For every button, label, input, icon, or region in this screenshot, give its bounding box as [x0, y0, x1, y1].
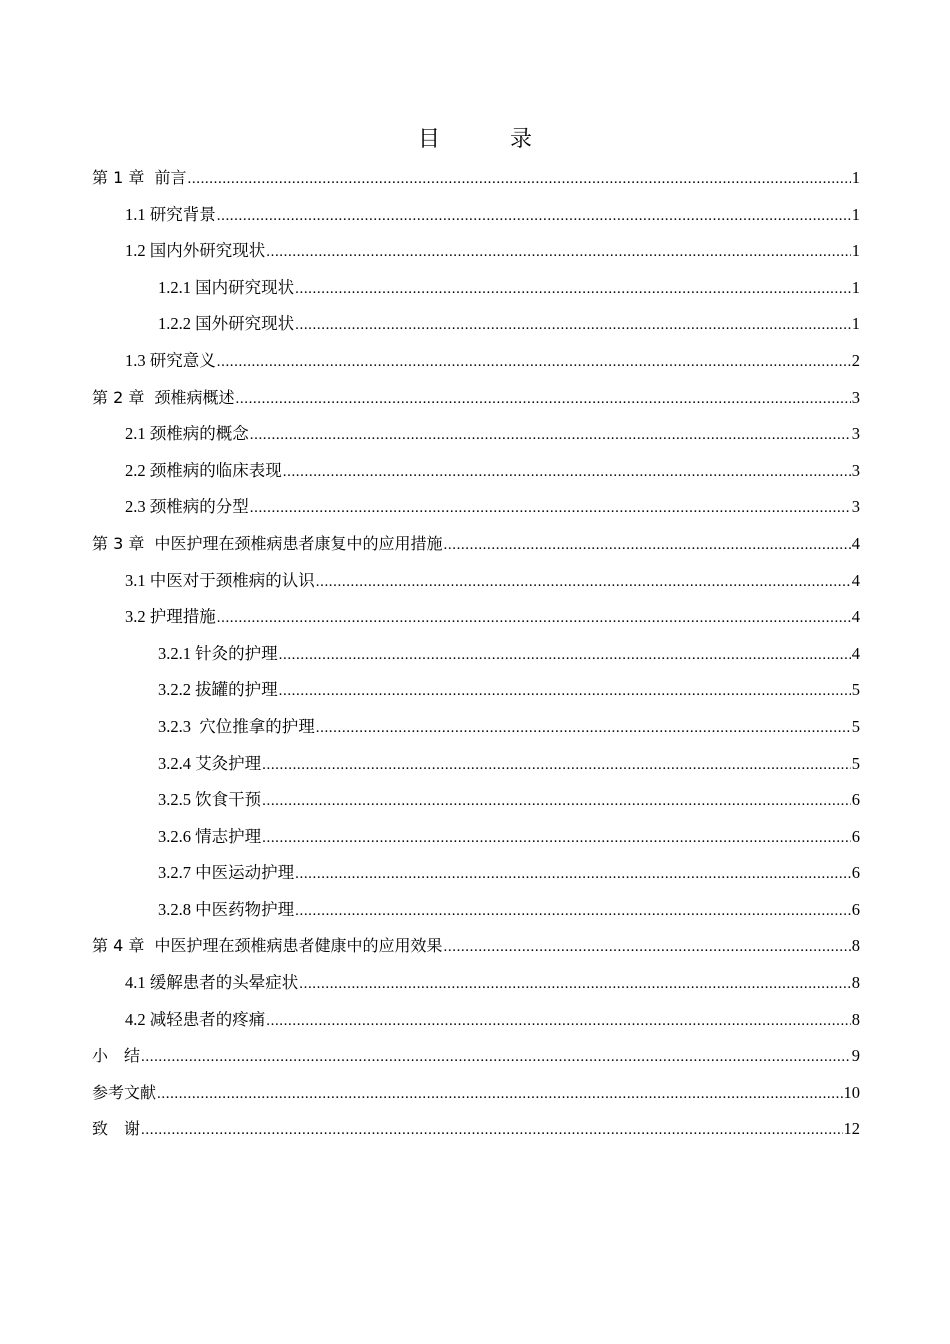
toc-entry-chapter-4[interactable] [92, 928, 860, 965]
toc-entry-2-3[interactable] [92, 489, 860, 526]
toc-page-number: 4 [851, 533, 860, 553]
toc-entry-1-2-2[interactable] [92, 306, 860, 343]
toc-entry-label: 2.3 颈椎病的分型 [125, 497, 249, 517]
toc-leader-dots [188, 161, 851, 198]
toc-leader-dots [295, 856, 851, 893]
toc-leader-dots [236, 381, 851, 418]
toc-entry-label: 第 2 章 颈椎病概述 [92, 387, 235, 407]
toc-page-number: 3 [851, 497, 860, 517]
toc-entry-3-2-5[interactable] [92, 782, 860, 819]
page-title: 目 录 [417, 127, 556, 152]
toc-page-number: 4 [851, 570, 860, 590]
toc-entry-1-3[interactable] [92, 343, 860, 380]
toc-page-number: 8 [851, 936, 860, 956]
toc-entry-chapter-3[interactable] [92, 526, 860, 563]
toc-entry-label: 1.1 研究背景 [125, 204, 216, 224]
toc-entry-label: 参考文献 [92, 1082, 157, 1102]
toc-entry-label: 3.2.6 情志护理 [158, 826, 262, 846]
toc-entry-3-2-4[interactable] [92, 746, 860, 783]
toc-entry-chapter-2[interactable] [92, 380, 860, 417]
toc-page-number: 1 [851, 314, 860, 334]
toc-leader-dots [217, 344, 851, 381]
toc-page-number: 6 [851, 826, 860, 846]
toc-entry-references[interactable] [92, 1075, 860, 1112]
toc-leader-dots [217, 198, 851, 235]
toc-entry-label: 3.2.8 中医药物护理 [158, 899, 295, 919]
toc-entry-summary[interactable] [92, 1038, 860, 1075]
toc-entry-label: 第 3 章 中医护理在颈椎病患者康复中的应用措施 [92, 533, 443, 553]
toc-entry-label: 2.1 颈椎病的概念 [125, 424, 249, 444]
toc-entry-3-2-3[interactable] [92, 709, 860, 746]
table-of-contents [92, 160, 860, 1148]
toc-entry-label: 3.2.3 穴位推拿的护理 [158, 716, 315, 736]
toc-leader-dots [295, 307, 851, 344]
toc-leader-dots [141, 1112, 842, 1149]
toc-leader-dots [157, 1076, 842, 1113]
toc-leader-dots [279, 673, 851, 710]
toc-page-number: 5 [851, 716, 860, 736]
toc-entry-label: 3.1 中医对于颈椎病的认识 [125, 570, 315, 590]
toc-entry-3-1[interactable] [92, 563, 860, 600]
toc-page-number: 4 [851, 643, 860, 663]
toc-entry-3-2-2[interactable] [92, 672, 860, 709]
toc-entry-label: 3.2.2 拔罐的护理 [158, 680, 278, 700]
toc-page-number: 4 [851, 607, 860, 627]
toc-entry-4-1[interactable] [92, 965, 860, 1002]
toc-leader-dots [262, 820, 851, 857]
toc-page-number: 5 [851, 753, 860, 773]
toc-entry-label: 1.2.1 国内研究现状 [158, 277, 295, 297]
toc-page-number: 10 [843, 1082, 860, 1102]
toc-entry-4-2[interactable] [92, 1002, 860, 1039]
toc-page-number: 1 [851, 168, 860, 187]
toc-page-number: 6 [851, 790, 860, 810]
toc-page-number: 9 [851, 1046, 860, 1066]
toc-entry-2-2[interactable] [92, 453, 860, 490]
toc-entry-label: 3.2.7 中医运动护理 [158, 863, 295, 883]
toc-entry-label: 3.2 护理措施 [125, 607, 216, 627]
toc-entry-label: 2.2 颈椎病的临床表现 [125, 460, 282, 480]
toc-leader-dots [444, 527, 851, 564]
toc-entry-label: 小 结 [92, 1046, 141, 1066]
toc-page-number: 12 [843, 1119, 860, 1139]
toc-entry-label: 3.2.5 饮食干预 [158, 790, 262, 810]
toc-entry-label: 4.2 减轻患者的疼痛 [125, 1009, 266, 1029]
toc-entry-chapter-1[interactable] [92, 160, 860, 197]
toc-entry-label: 1.2.2 国外研究现状 [158, 314, 295, 334]
toc-leader-dots [266, 234, 851, 271]
toc-page-number: 2 [851, 350, 860, 370]
toc-page-number: 8 [851, 1009, 860, 1029]
toc-leader-dots [217, 600, 851, 637]
toc-page-number: 3 [851, 460, 860, 480]
toc-leader-dots [262, 783, 851, 820]
toc-leader-dots [283, 454, 851, 491]
toc-entry-label: 1.2 国内外研究现状 [125, 241, 266, 261]
toc-page-number: 6 [851, 899, 860, 919]
toc-entry-label: 4.1 缓解患者的头晕症状 [125, 973, 299, 993]
toc-page-number: 1 [851, 277, 860, 297]
toc-page-number: 1 [851, 204, 860, 224]
toc-leader-dots [316, 564, 851, 601]
toc-leader-dots [299, 966, 851, 1003]
toc-page-number: 3 [851, 424, 860, 444]
toc-page-number: 8 [851, 973, 860, 993]
toc-leader-dots [250, 417, 851, 454]
toc-entry-label: 第 1 章 前言 [92, 168, 187, 187]
toc-entry-3-2-8[interactable] [92, 892, 860, 929]
toc-leader-dots [266, 1003, 851, 1040]
toc-entry-3-2-7[interactable] [92, 855, 860, 892]
toc-leader-dots [295, 893, 851, 930]
toc-entry-label: 致 谢 [92, 1119, 141, 1139]
toc-entry-label: 1.3 研究意义 [125, 350, 216, 370]
toc-entry-3-2-6[interactable] [92, 819, 860, 856]
toc-page-number: 3 [851, 387, 860, 407]
toc-entry-1-2[interactable] [92, 233, 860, 270]
toc-leader-dots [262, 747, 851, 784]
toc-entry-label: 第 4 章 中医护理在颈椎病患者健康中的应用效果 [92, 936, 443, 956]
toc-entry-label: 3.2.4 艾灸护理 [158, 753, 262, 773]
toc-page-number: 1 [851, 241, 860, 261]
toc-page-number: 5 [851, 680, 860, 700]
toc-entry-2-1[interactable] [92, 416, 860, 453]
toc-entry-1-2-1[interactable] [92, 270, 860, 307]
toc-leader-dots [295, 271, 851, 308]
toc-leader-dots [141, 1039, 851, 1076]
toc-entry-acknowledgements[interactable] [92, 1111, 860, 1148]
toc-entry-3-2-1[interactable] [92, 636, 860, 673]
toc-entry-3-2[interactable] [92, 599, 860, 636]
toc-leader-dots [250, 490, 851, 527]
toc-leader-dots [444, 929, 851, 966]
toc-entry-1-1[interactable] [92, 197, 860, 234]
toc-entry-label: 3.2.1 针灸的护理 [158, 643, 278, 663]
toc-leader-dots [316, 710, 851, 747]
toc-page-number: 6 [851, 863, 860, 883]
toc-leader-dots [279, 637, 851, 674]
